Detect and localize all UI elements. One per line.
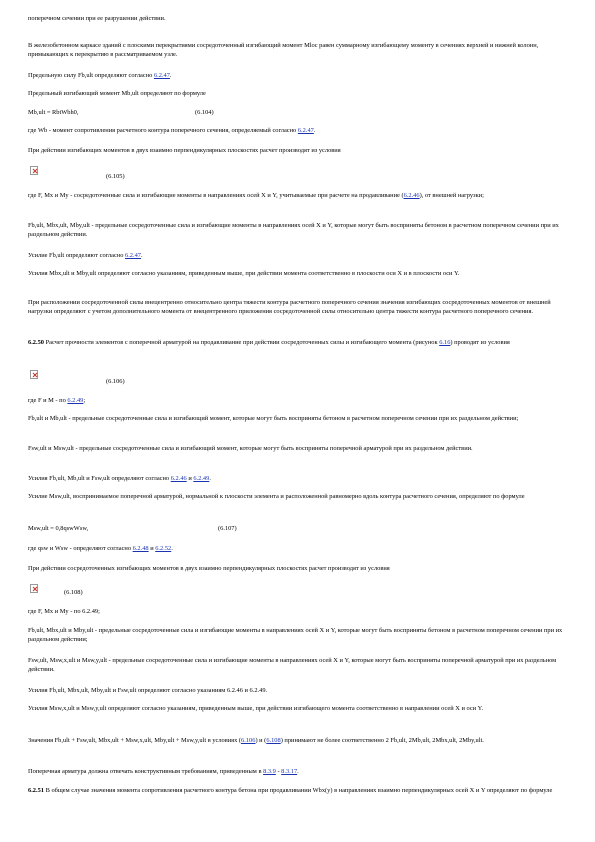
link-6-2-46[interactable]: 6.2.46 [170,475,187,482]
link-6-2-47[interactable]: 6.2.47 [297,127,314,134]
paragraph: Усилия Fb,ult, Mb,ult и Fsw,ult определяют согласно 6.2.46 и 6.2.49. [28,475,211,482]
formula-number: (6.106) [106,378,125,385]
paragraph: Значения Fb,ult + Fsw,ult, Mbx,ult + Msw,x,ult, Mby,ult + Msw,y,ult в условиях (6.106) и (6.108) принимают не более соответственно 2 Fb,ult, 2Mb,ult, 2Mbx,ult, 2Mby,ult. [28,737,484,744]
link-6-2-49[interactable]: 6.2.49 [67,397,84,404]
link-6-2-49[interactable]: 6.2.49 [193,475,210,482]
link-8-3-17[interactable]: 8.3.17 [281,768,298,775]
broken-image-icon [30,370,38,379]
paragraph: Предельную силу Fb,ult определяют согласно 6.2.47. [28,72,172,79]
link-figure-6-16[interactable]: 6.16 [439,339,451,346]
paragraph: Fsw,ult и Msw,ult - предельные сосредоточенные сила и изгибающий момент, которые могут быть восприняты поперечной арматурой при их раздельном действии. [28,445,473,452]
formula-number: (6.107) [218,525,237,532]
link-6-2-47[interactable]: 6.2.47 [153,72,170,79]
broken-image-icon [30,584,38,593]
formula-6-107: Msw,ult = 0,8qswWsw, [28,525,89,532]
paragraph: Усилия Mbx,ult и Mby,ult определяют согласно указаниям, приведенным выше, при действии момента соответственно в плоскости оси X и в плоскости оси Y. [28,270,460,277]
paragraph: Усилие Msw,ult, воспринимаемое поперечной арматурой, нормальной к плоскости элемента и расположенной равномерно вдоль контура расчетного сечения, определяют по формуле [28,493,525,500]
link-8-3-9[interactable]: 8.3.9 [263,768,276,775]
paragraph: Усилия Fb,ult, Mbx,ult, Mby,ult и Fsw,ult определяют согласно указаниям 6.2.46 и 6.2.49. [28,687,268,694]
paragraph: 6.2.51 В общем случае значения момента сопротивления расчетного контура бетона при продавливании Wbx(y) в направлениях взаимно перпендикулярных осей X и Y определяют по формуле [28,787,553,794]
paragraph: При действии изгибающих моментов в двух взаимно перпендикулярных плоскостях расчет производят из условия [28,147,341,154]
formula-6-104: Mb,ult = RbtWbh0, [28,109,79,116]
broken-image-icon [30,166,38,175]
link-6-2-52[interactable]: 6.2.52 [155,545,172,552]
paragraph: 6.2.50 Расчет прочности элементов с поперечной арматурой на продавливание при действии сосредоточенных силы и изгибающего момента (рисунок 6.16) проводят из условия [28,339,510,346]
link-formula-6-106[interactable]: 6.106 [241,737,256,744]
link-6-2-46[interactable]: 6.2.46 [403,192,420,199]
paragraph: Fb,ult, Mbx,ult и Mby,ult - предельные сосредоточенные сила и изгибающие моменты в направлениях осей X и Y, которые могут быть восприняты бетоном в расчетном поперечном сечении при их раздельном действии; [28,627,563,644]
formula-number: (6.108) [64,589,83,596]
paragraph: Усилие Fb,ult определяют согласно 6.2.47. [28,252,143,259]
paragraph: Предельный изгибающий момент Mb,ult определяют по формуле [28,90,206,97]
paragraph: При действии сосредоточенных изгибающих моментов в двух взаимно перпендикулярных плоскостях расчет производят из условия [28,565,390,572]
formula-number: (6.104) [195,109,214,116]
paragraph: В железобетонном каркасе зданий с плоскими перекрытиями сосредоточенный изгибающий момент Mloc равен суммарному изгибающему моменту в сечениях верхней и нижней колонн, примыкающих к перекрытию в рассматриваемом узле. [28,42,539,59]
link-formula-6-108[interactable]: 6.108 [266,737,281,744]
paragraph: где qsw и Wsw - определяют согласно 6.2.48 и 6.2.52. [28,545,173,552]
paragraph: Fb,ult, Mbx,ult, Mby,ult - предельные сосредоточенные сила и изгибающие моменты в направлениях осей X и Y, которые могут быть восприняты бетоном в расчетном поперечном сечении при их раздельном действии. [28,222,559,239]
paragraph: Поперечная арматура должна отвечать конструктивным требованиям, приведенным в 8.3.9 - 8.3.17. [28,768,299,775]
link-6-2-48[interactable]: 6.2.48 [132,545,149,552]
paragraph: поперечном сечении при ее разрушении действии. [28,15,166,22]
formula-number: (6.105) [106,173,125,180]
paragraph: При расположении сосредоточенной силы внецентренно относительно центра тяжести контура расчетного поперечного сечения значения изгибающих сосредоточенных моментов от внешней нагрузки определяют с учетом дополнительного момента от внецентренного приложения сосредоточенной силы относительно центра тяжести контура расчетного поперечного сечения. [28,299,551,316]
link-6-2-47[interactable]: 6.2.47 [125,252,141,259]
paragraph: Fsw,ult, Msw,x,ult и Msw,y,ult - предельные сосредоточенные сила и изгибающие моменты в направлениях осей X и Y, которые могут быть восприняты поперечной арматурой при их раздельном действии. [28,657,557,674]
paragraph: где Wb - момент сопротивления расчетного контура поперечного сечения, определяемый согласно 6.2.47. [28,127,316,134]
paragraph: где F, Mx и My - по 6.2.49; [28,608,100,615]
paragraph: где F, Mx и My - сосредоточенные сила и изгибающие моменты в направлениях осей X и Y, учитываемые при расчете на продавливание (6.2.46), от внешней нагрузки; [28,192,484,199]
paragraph: где F и M - по 6.2.49; [28,397,86,404]
paragraph: Усилия Msw,x,ult и Msw,y,ult определяют согласно указаниям, приведенным выше, при действии изгибающего момента соответственно в направлении осей X и оси Y. [28,705,484,712]
paragraph: Fb,ult и Mb,ult - предельные сосредоточенные сила и изгибающий момент, которые могут быть восприняты бетоном в расчетном поперечном сечении при их раздельном действии; [28,415,519,422]
